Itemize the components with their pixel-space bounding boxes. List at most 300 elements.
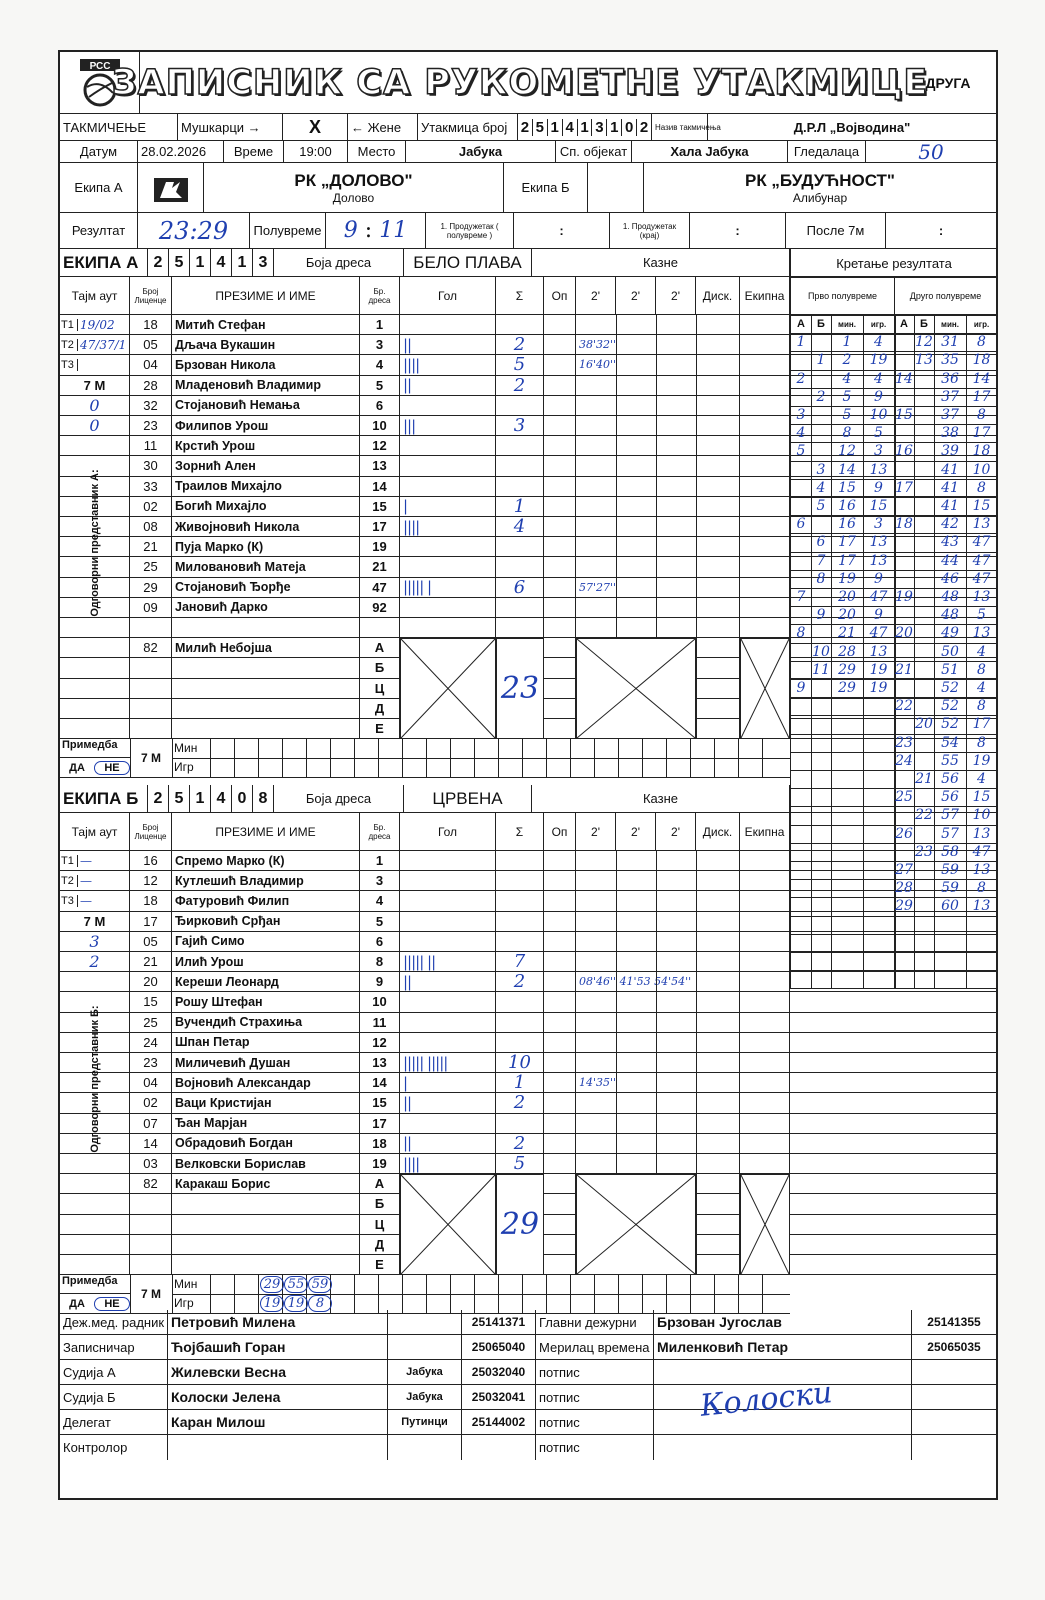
team-a-team-pen-cell[interactable] [740, 436, 790, 455]
team-a-jersey: 3 [360, 335, 400, 354]
team-b-warn-cell[interactable] [544, 1033, 576, 1052]
divider [378, 1275, 379, 1294]
team-a-warn-cell[interactable] [544, 537, 576, 556]
team-a-goal-tally: |||| [400, 355, 496, 374]
match-no-digits [518, 114, 652, 140]
team-a-warn-cell[interactable] [544, 618, 576, 637]
divider [656, 912, 657, 931]
team-a-disq-cell[interactable] [696, 436, 740, 455]
team-a-team-pen-cell[interactable] [740, 578, 790, 597]
divider [656, 1073, 657, 1092]
team-b-color-label: Боја дреса [274, 785, 404, 812]
divider [354, 1275, 355, 1294]
team-b-warn-cell[interactable] [544, 1013, 576, 1032]
divider [656, 436, 657, 455]
team-b-disq-cell[interactable] [696, 912, 740, 931]
divider [616, 1114, 617, 1133]
progress-cell: 6 [811, 533, 832, 551]
team-b-warn-cell[interactable] [544, 912, 576, 931]
team-b-disq-cell[interactable] [696, 891, 740, 910]
team-a-team-pen-cell[interactable] [740, 396, 790, 415]
official-license [462, 1435, 536, 1460]
team-b-player-name: Фатуровић Филип [172, 891, 360, 910]
team-b-warn-cell[interactable] [544, 1114, 576, 1133]
progress-row [790, 679, 997, 698]
result-label: Резултат [60, 213, 138, 248]
progress-cell: 42 [934, 515, 967, 533]
team-b-player-name: Ђирковић Срђан [172, 912, 360, 931]
team-a-warn-cell[interactable] [544, 658, 576, 677]
team-b-team-pen-cell[interactable] [740, 932, 790, 951]
team-a-warn-cell[interactable] [544, 497, 576, 516]
team-a-two-col-2-header: 2' [616, 277, 656, 314]
divider [210, 758, 211, 777]
team-a-disq-cell[interactable] [696, 396, 740, 415]
team-b-disq-cell[interactable] [696, 1174, 740, 1193]
team-a-7m-tries: 0 [60, 396, 130, 415]
progress-cell [811, 879, 832, 897]
team-a-warn-cell[interactable] [544, 679, 576, 698]
divider [616, 1013, 617, 1032]
match-no-digit: 0 [621, 119, 636, 136]
divider [594, 1275, 595, 1294]
team-b-suspension-times [576, 1093, 696, 1112]
team-b-warn-cell[interactable] [544, 871, 576, 890]
team-a-warn-cell[interactable] [544, 517, 576, 536]
team-a-goal-tally: || [400, 335, 496, 354]
second-half-header: Друго полувреме [909, 291, 982, 301]
team-a-player-name: Брзован Никола [172, 355, 360, 374]
divider [656, 932, 657, 951]
team-a-warn-cell[interactable] [544, 315, 576, 334]
team-b-warn-cell[interactable] [544, 1215, 576, 1234]
team-b-goal-sum: 2 [496, 1093, 544, 1112]
team-a-disq-cell[interactable] [696, 335, 740, 354]
team-b-goal-sum [496, 912, 544, 931]
progress-row [790, 643, 997, 662]
progress-cell [831, 861, 864, 879]
team-b-disq-cell[interactable] [696, 1194, 740, 1213]
team-b-disq-cell[interactable] [696, 871, 740, 890]
team-b-warn-cell[interactable] [544, 1255, 576, 1274]
team-a-warn-cell[interactable] [544, 719, 576, 738]
team-a-warn-cell[interactable] [544, 699, 576, 718]
team-a-disq-cell[interactable] [696, 679, 740, 698]
team-b-code-digit: 2 [148, 785, 169, 812]
official-role: Записничар [60, 1335, 168, 1359]
team-a-warn-cell[interactable] [544, 557, 576, 576]
after-7m-value: : [938, 223, 944, 238]
men-mark[interactable]: X [283, 114, 348, 140]
team-a-disq-cell[interactable] [696, 477, 740, 496]
official-row [60, 1410, 996, 1435]
team-a-remark-yes[interactable]: ДА [69, 762, 85, 775]
ot1-half-value: : [514, 213, 610, 248]
official-name: Ћојбашић Горан [168, 1335, 388, 1359]
official-role: Деж.мед. радник [60, 1310, 168, 1334]
team-a-team-pen-cell[interactable] [740, 416, 790, 435]
progress-cell: 8 [966, 333, 998, 351]
team-b-team-pen-cell[interactable] [740, 1073, 790, 1092]
team-b-disq-cell[interactable] [696, 952, 740, 971]
team-b-disq-cell[interactable] [696, 1235, 740, 1254]
divider [690, 1275, 691, 1294]
progress-cell: 13 [966, 515, 998, 533]
team-a-warn-cell[interactable] [544, 416, 576, 435]
progress-cell [831, 934, 864, 952]
team-b-disq-cell[interactable] [696, 932, 740, 951]
team-b-warn-cell[interactable] [544, 1073, 576, 1092]
team-a-goal-tally: | [400, 497, 496, 516]
team-b-disq-cell[interactable] [696, 1154, 740, 1173]
men-label: Мушкарци → [178, 114, 283, 140]
team-a-logo [138, 163, 204, 212]
team-a-disq-cell[interactable] [696, 618, 740, 637]
team-b-crossed-box [740, 1174, 790, 1275]
team-a-jersey: 5 [360, 376, 400, 395]
divider [546, 739, 547, 758]
progress-cell [914, 533, 935, 551]
official-right-role: потпис [536, 1360, 654, 1384]
progress-cell: 9 [863, 479, 896, 497]
official-license: 25032040 [462, 1360, 536, 1384]
official-role: Судија А [60, 1360, 168, 1384]
team-b-team-pen-cell[interactable] [740, 1033, 790, 1052]
divider [616, 1154, 617, 1173]
team-a-disq-cell[interactable] [696, 699, 740, 718]
team-a-goal-sum: 4 [496, 517, 544, 536]
team-b-disq-cell[interactable] [696, 1013, 740, 1032]
official-license: 25032041 [462, 1385, 536, 1409]
progress-cell: 14 [831, 461, 864, 479]
progress-cell: 18 [894, 515, 915, 533]
team-a-team-pen-cell[interactable] [740, 618, 790, 637]
progress-cell: 15 [966, 788, 998, 806]
team-a-warn-cell[interactable] [544, 396, 576, 415]
team-a-player-name: Траилов Михајло [172, 477, 360, 496]
progress-cell [914, 424, 935, 442]
progress-cell: 1 [811, 351, 832, 369]
progress-cell: 4 [863, 333, 896, 351]
team-a-disq-cell[interactable] [696, 315, 740, 334]
team-b-warn-cell[interactable] [544, 1093, 576, 1112]
progress-cell: 48 [934, 588, 967, 606]
team-b-team-pen-cell[interactable] [740, 871, 790, 890]
team-b-player-name: Миличевић Душан [172, 1053, 360, 1072]
team-a-disq-cell[interactable] [696, 557, 740, 576]
team-b-warn-cell[interactable] [544, 1154, 576, 1173]
progress-cell: 21 [914, 770, 935, 788]
team-b-team-pen-cell[interactable] [740, 1154, 790, 1173]
team-b-team-pen-cell[interactable] [740, 891, 790, 910]
progress-cell [863, 952, 896, 970]
team-b-warn-cell[interactable] [544, 1235, 576, 1254]
progress-cell: 27 [894, 861, 915, 879]
team-b-team-pen-cell[interactable] [740, 912, 790, 931]
divider [306, 758, 307, 777]
team-b-team-pen-cell[interactable] [740, 1134, 790, 1153]
team-a-suspension-times [576, 497, 696, 516]
progress-cell [811, 697, 832, 715]
official-right-license: 25065035 [927, 1340, 981, 1354]
team-b-warn-cell[interactable] [544, 1134, 576, 1153]
progress-cell: 9 [811, 606, 832, 624]
team-a-warn-cell[interactable] [544, 598, 576, 617]
team-a-disq-cell[interactable] [696, 416, 740, 435]
team-a-disq-cell[interactable] [696, 456, 740, 475]
progress-cell: 19 [966, 752, 998, 770]
team-a-jersey: 19 [360, 537, 400, 556]
team-b-disq-cell[interactable] [696, 1053, 740, 1072]
team-a-suspension-times [576, 598, 696, 617]
official-license: 25141371 [462, 1310, 536, 1334]
team-b-warn-cell[interactable] [544, 992, 576, 1011]
divider [642, 1275, 643, 1294]
team-b-team-pen-cell[interactable] [740, 992, 790, 1011]
team-a-team-pen-cell[interactable] [740, 335, 790, 354]
official-row [60, 1360, 996, 1385]
team-b-team-pen-cell[interactable] [740, 851, 790, 870]
team-b-warn-cell[interactable] [544, 1194, 576, 1213]
team-b-goal-sum [496, 851, 544, 870]
team-a-disq-cell[interactable] [696, 658, 740, 677]
progress-cell [894, 952, 915, 970]
official-right-role: Главни дежурни [536, 1310, 654, 1334]
team-a-disq-cell[interactable] [696, 537, 740, 556]
half-label: Полувреме [250, 213, 326, 248]
team-a-warn-cell[interactable] [544, 355, 576, 374]
progress-row [790, 606, 997, 625]
team-a-jersey: 92 [360, 598, 400, 617]
team-a-team-pen-cell[interactable] [740, 477, 790, 496]
team-a-goal-sum [496, 598, 544, 617]
progress-cell: 3 [863, 515, 896, 533]
team-a-warn-cell[interactable] [544, 477, 576, 496]
team-b-warn-cell[interactable] [544, 1053, 576, 1072]
team-a-player-name: Филипов Урош [172, 416, 360, 435]
team-a-penalties-label: Казне [532, 249, 790, 276]
progress-cell: 60 [934, 897, 967, 915]
team-b-license: 20 [130, 972, 172, 991]
team-b-team-pen-cell[interactable] [740, 1053, 790, 1072]
team-b-team-pen-cell[interactable] [740, 972, 790, 991]
match-no-digit: 1 [606, 119, 621, 136]
team-b-remark-yes[interactable]: ДА [69, 1298, 85, 1311]
progress-cell [914, 461, 935, 479]
team-a-remark-no[interactable]: НЕ [94, 761, 130, 775]
progress-row [790, 406, 997, 425]
progress-cell: 2 [811, 388, 832, 406]
team-b-disq-cell[interactable] [696, 1033, 740, 1052]
divider [690, 739, 691, 758]
progress-cell: 19 [863, 661, 896, 679]
progress-cell [934, 952, 967, 970]
team-a-warn-cell[interactable] [544, 578, 576, 597]
team-a-warn-cell[interactable] [544, 456, 576, 475]
team-a-license: 02 [130, 497, 172, 516]
progress-cell: 8 [966, 406, 998, 424]
team-b-warn-cell[interactable] [544, 851, 576, 870]
progress-cell [894, 388, 915, 406]
progress-min-header: мин. [831, 315, 864, 333]
team-a-warn-cell[interactable] [544, 436, 576, 455]
team-b-jersey: 13 [360, 1053, 400, 1072]
progress-row [790, 552, 997, 571]
team-b-7m-label: 7 М [60, 912, 130, 931]
team-b-disq-cell[interactable] [696, 992, 740, 1011]
table-row [60, 1073, 996, 1093]
team-a-player-name [172, 618, 360, 637]
progress-row [790, 715, 997, 734]
progress-cell: 46 [934, 570, 967, 588]
team-b-jersey: 5 [360, 912, 400, 931]
team-b-remark-igr-value: 19 [284, 1295, 308, 1312]
divider [354, 758, 355, 777]
progress-cell [914, 788, 935, 806]
team-a-disq-cell[interactable] [696, 598, 740, 617]
team-b-license: 04 [130, 1073, 172, 1092]
team-a-disq-cell[interactable] [696, 376, 740, 395]
team-b-warn-cell[interactable] [544, 952, 576, 971]
progress-row [790, 934, 997, 953]
team-b-warn-cell[interactable] [544, 932, 576, 951]
team-a-disq-cell[interactable] [696, 355, 740, 374]
divider [642, 739, 643, 758]
team-a-team-pen-cell[interactable] [740, 598, 790, 617]
ot1-half-label: 1. Продужетак ( полувреме ) [426, 213, 514, 248]
divider [656, 618, 657, 637]
progress-cell: 13 [863, 643, 896, 661]
progress-cell [894, 533, 915, 551]
team-b-player-name [172, 1255, 360, 1274]
team-b-team-pen-cell[interactable] [740, 952, 790, 971]
team-a-warn-cell[interactable] [544, 638, 576, 657]
half-colon: : [364, 218, 373, 243]
team-a-disq-cell[interactable] [696, 497, 740, 516]
team-a-goal-sum [496, 618, 544, 637]
team-b-remark-no[interactable]: НЕ [94, 1297, 130, 1311]
progress-cell [811, 934, 832, 952]
official-role: Судија Б [60, 1385, 168, 1409]
team-b-goal-sum: 10 [496, 1053, 544, 1072]
divider [402, 1275, 403, 1294]
divider [426, 1275, 427, 1294]
team-b-remark-igr-value: 19 [260, 1295, 284, 1312]
team-a-suspension-times [576, 517, 696, 536]
team-a-jersey: 14 [360, 477, 400, 496]
team-a-jersey: Е [360, 719, 400, 738]
team-a-team-pen-cell[interactable] [740, 456, 790, 475]
progress-cell [791, 479, 812, 497]
divider [594, 758, 595, 777]
team-a-disq-cell[interactable] [696, 719, 740, 738]
team-b-warn-cell[interactable] [544, 1174, 576, 1193]
team-b-player-name: Кутлешић Владимир [172, 871, 360, 890]
progress-cell: 13 [966, 624, 998, 642]
team-b-goal-tally: |||| [400, 1154, 496, 1173]
progress-cell: 15 [831, 479, 864, 497]
progress-row [790, 333, 997, 352]
team-a-suspension-times [576, 557, 696, 576]
progress-cell [966, 970, 998, 988]
progress-cell: 23 [894, 734, 915, 752]
team-b-timeout-label: T3 [60, 895, 78, 907]
divider [378, 758, 379, 777]
team-b-team-pen-cell[interactable] [740, 1013, 790, 1032]
official-name: Колоски Јелена [168, 1385, 388, 1409]
team-a-team-pen-cell[interactable] [740, 537, 790, 556]
team-b-jersey: 9 [360, 972, 400, 991]
team-b-disq-cell[interactable] [696, 972, 740, 991]
team-b-warn-cell[interactable] [544, 891, 576, 910]
team-a-team-pen-cell[interactable] [740, 557, 790, 576]
divider [616, 396, 617, 415]
progress-cell: 8 [966, 479, 998, 497]
progress-cell [791, 861, 812, 879]
team-b-disq-cell[interactable] [696, 1255, 740, 1274]
team-a-goal-sum [496, 537, 544, 556]
team-a-warn-cell[interactable] [544, 376, 576, 395]
progress-cell: 15 [894, 406, 915, 424]
team-b-timeout-cell [60, 851, 130, 870]
progress-cell: 38 [934, 424, 967, 442]
team-a-team-pen-cell[interactable] [740, 376, 790, 395]
progress-cell [831, 970, 864, 988]
team-a-goal-col-header: Гол [400, 277, 496, 314]
divider [762, 1275, 763, 1294]
team-b-official-area [60, 1174, 130, 1193]
progress-cell: 57 [934, 806, 967, 824]
team-a-official-area [60, 618, 130, 637]
team-a-team-pen-cell[interactable] [740, 517, 790, 536]
team-a-info [204, 163, 504, 212]
team-b-disq-cell[interactable] [696, 1215, 740, 1234]
progress-cell [811, 843, 832, 861]
team-b-disq-cell[interactable] [696, 851, 740, 870]
team-a-team-pen-cell[interactable] [740, 315, 790, 334]
team-b-team-pen-cell[interactable] [740, 1114, 790, 1133]
team-a-remark-igr-row [172, 758, 790, 777]
divider [426, 758, 427, 777]
team-b-disq-cell[interactable] [696, 1093, 740, 1112]
team-a-disq-cell[interactable] [696, 578, 740, 597]
team-b-timeout-cell [60, 891, 130, 910]
team-b-team-pen-cell[interactable] [740, 1093, 790, 1112]
progress-cell: 13 [863, 533, 896, 551]
team-b-disq-cell[interactable] [696, 1134, 740, 1153]
progress-b-header: Б [811, 315, 832, 333]
team-b-disq-cell[interactable] [696, 1114, 740, 1133]
team-a-team-pen-cell[interactable] [740, 497, 790, 516]
progress-cell [791, 715, 812, 733]
team-a-team-pen-cell[interactable] [740, 355, 790, 374]
team-a-disq-cell[interactable] [696, 638, 740, 657]
team-b-goal-total: 29 [496, 1174, 544, 1275]
team-b-jersey: 4 [360, 891, 400, 910]
progress-row [790, 442, 997, 461]
team-a-goal-tally [400, 315, 496, 334]
progress-cell [914, 370, 935, 388]
team-b-official-area [60, 1255, 130, 1274]
team-b-warn-cell[interactable] [544, 972, 576, 991]
team-a-jersey: Д [360, 699, 400, 718]
team-b-disq-cell[interactable] [696, 1073, 740, 1092]
team-a-remark-7m: 7 М [130, 739, 173, 777]
divider [616, 618, 617, 637]
team-a-disq-cell[interactable] [696, 517, 740, 536]
progress-cell: 48 [934, 606, 967, 624]
team-a-warn-cell[interactable] [544, 335, 576, 354]
